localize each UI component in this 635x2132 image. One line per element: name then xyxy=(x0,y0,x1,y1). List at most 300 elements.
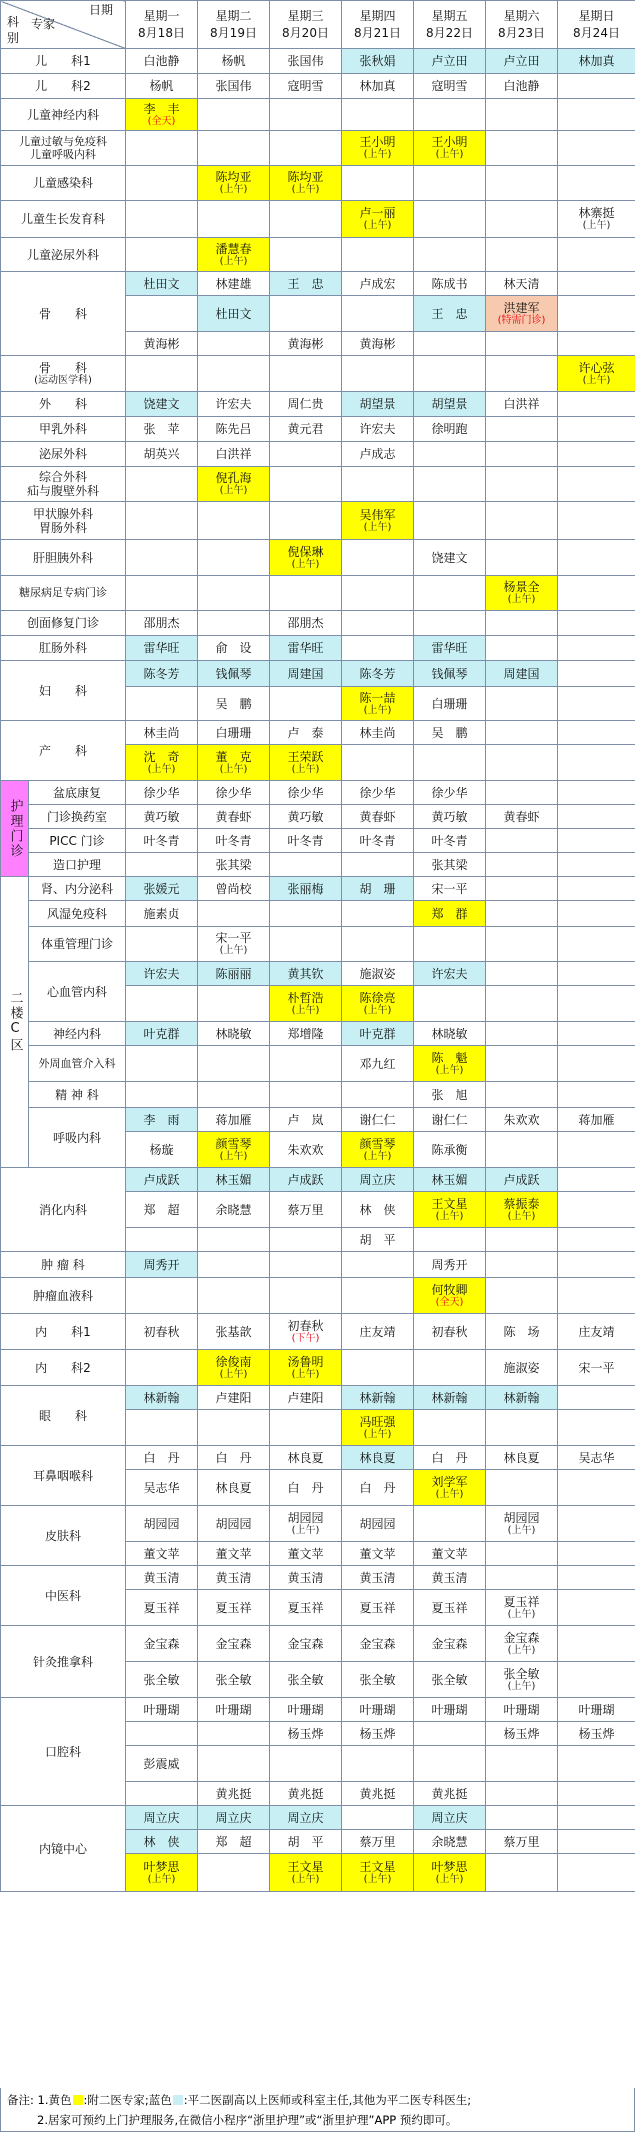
session-tag: (上午) xyxy=(219,945,248,956)
dept-name: 甲乳外科 xyxy=(1,417,126,442)
doctor-cell: 胡英兴 xyxy=(126,442,198,467)
doctor-cell xyxy=(486,576,558,611)
doctor-cell: 金宝森 xyxy=(126,1626,198,1662)
dept-name: 肛肠外科 xyxy=(1,636,126,661)
empty-cell xyxy=(486,927,558,962)
empty-cell xyxy=(558,721,635,745)
doctor-cell: 张其梁 xyxy=(414,853,486,877)
empty-cell xyxy=(558,74,635,99)
doctor-name: 宋一平 xyxy=(215,931,252,945)
dept-name: 造口护理 xyxy=(29,853,126,877)
doctor-cell: 徐少华 xyxy=(414,781,486,805)
dept-name-line: (运动医学科) xyxy=(34,374,92,386)
empty-cell xyxy=(414,1506,486,1542)
doctor-cell: 董文苹 xyxy=(414,1542,486,1566)
doctor-cell xyxy=(342,1410,414,1446)
session-tag: (上午) xyxy=(363,521,392,533)
doctor-cell: 雷华旺 xyxy=(270,636,342,661)
empty-cell xyxy=(198,99,270,131)
empty-cell xyxy=(558,1806,635,1830)
empty-cell xyxy=(414,502,486,540)
doctor-cell: 卢建阳 xyxy=(198,1386,270,1410)
row-pediatrics1 xyxy=(1,49,635,74)
doctor-cell xyxy=(342,1132,414,1168)
day-label: 星期二 xyxy=(215,8,252,23)
doctor-cell: 黄春虾 xyxy=(486,805,558,829)
doctor-cell: 郑增隆 xyxy=(270,1022,342,1046)
day-date: 8月20日 xyxy=(282,25,329,40)
empty-cell xyxy=(198,332,270,356)
doctor-name: 许心弦 xyxy=(578,360,615,375)
corner-dept-label-2: 别 xyxy=(7,31,20,45)
dept-name: 肝胆胰外科 xyxy=(1,540,126,576)
doctor-name: 董 克 xyxy=(215,749,252,764)
empty-cell xyxy=(198,1854,270,1892)
dept-name: 精 神 科 xyxy=(29,1082,126,1108)
dept-name-line: 儿童呼吸内科 xyxy=(30,148,96,161)
doctor-cell: 钱佩琴 xyxy=(198,661,270,687)
empty-cell xyxy=(558,392,635,417)
empty-cell xyxy=(414,238,486,272)
session-tag: (上午) xyxy=(147,1873,176,1885)
empty-cell xyxy=(198,1410,270,1446)
row-hernia xyxy=(1,467,635,502)
doctor-cell: 黄其钦 xyxy=(270,962,342,986)
doctor-cell xyxy=(558,356,635,392)
empty-cell xyxy=(126,986,198,1022)
doctor-cell: 林良夏 xyxy=(270,1446,342,1470)
dept-name: 儿童生长发育科 xyxy=(1,201,126,238)
doctor-cell: 初春秋 xyxy=(126,1314,198,1350)
empty-cell xyxy=(558,877,635,901)
doctor-cell: 庄友靖 xyxy=(558,1314,635,1350)
empty-cell xyxy=(270,502,342,540)
doctor-cell: 郑 群 xyxy=(414,901,486,927)
empty-cell xyxy=(270,853,342,877)
empty-cell xyxy=(270,687,342,721)
session-tag: (上午) xyxy=(291,558,320,570)
dept-name: 妇 科 xyxy=(1,661,126,721)
empty-cell xyxy=(342,99,414,131)
doctor-cell xyxy=(198,1350,270,1386)
doctor-cell: 黄春虾 xyxy=(198,805,270,829)
row-pediatrics2 xyxy=(1,74,635,99)
doctor-cell: 彭震威 xyxy=(126,1746,198,1782)
doctor-name: 颜雪琴 xyxy=(359,1136,396,1151)
doctor-cell: 卢立田 xyxy=(486,49,558,74)
session-tag: (上午) xyxy=(435,1210,464,1222)
doctor-cell: 叶珊瑚 xyxy=(270,1698,342,1722)
empty-cell xyxy=(414,1746,486,1782)
doctor-cell xyxy=(198,166,270,201)
empty-cell xyxy=(558,238,635,272)
dept-name: 针灸推拿科 xyxy=(1,1626,126,1698)
day-header xyxy=(486,1,558,49)
doctor-cell xyxy=(198,927,270,962)
doctor-cell: 林良夏 xyxy=(486,1446,558,1470)
empty-cell xyxy=(486,1046,558,1082)
empty-cell xyxy=(414,442,486,467)
doctor-cell: 周建国 xyxy=(486,661,558,687)
session-tag: (上午) xyxy=(582,220,611,231)
doctor-cell: 王 忠 xyxy=(270,272,342,296)
doctor-cell: 卢成跃 xyxy=(486,1168,558,1192)
row-neuro xyxy=(1,1022,635,1046)
row-dental xyxy=(1,1698,635,1722)
doctor-name: 蔡振泰 xyxy=(503,1196,540,1211)
doctor-cell: 寇明雪 xyxy=(414,74,486,99)
doctor-cell: 叶珊瑚 xyxy=(414,1698,486,1722)
doctor-cell: 许宏夫 xyxy=(198,392,270,417)
day-header xyxy=(198,1,270,49)
doctor-cell: 白洪祥 xyxy=(486,392,558,417)
dept-name: 消化内科 xyxy=(1,1168,126,1252)
session-tag: (上午) xyxy=(291,763,320,775)
doctor-cell: 胡园园 xyxy=(126,1506,198,1542)
doctor-cell: 庄友靖 xyxy=(342,1314,414,1350)
doctor-cell: 林 侠 xyxy=(126,1830,198,1854)
doctor-cell xyxy=(342,201,414,238)
session-tag: (上午) xyxy=(219,485,248,496)
empty-cell xyxy=(342,296,414,332)
doctor-cell: 蔡万里 xyxy=(486,1830,558,1854)
doctor-cell xyxy=(270,986,342,1022)
doctor-cell xyxy=(270,1314,342,1350)
empty-cell xyxy=(558,296,635,332)
doctor-cell: 黄巧敏 xyxy=(414,805,486,829)
empty-cell xyxy=(558,1590,635,1626)
doctor-name: 王文星 xyxy=(287,1859,324,1874)
empty-cell xyxy=(126,238,198,272)
empty-cell xyxy=(486,99,558,131)
doctor-cell: 林晓敏 xyxy=(198,1022,270,1046)
notes-text: :附二医专家;蓝色 xyxy=(83,2093,172,2107)
doctor-cell: 叶冬青 xyxy=(414,829,486,853)
doctor-cell: 白 丹 xyxy=(198,1446,270,1470)
day-label: 星期三 xyxy=(287,8,324,23)
doctor-cell: 叶珊瑚 xyxy=(126,1698,198,1722)
doctor-cell: 董文苹 xyxy=(126,1542,198,1566)
doctor-cell xyxy=(270,1854,342,1892)
session-tag: (特需门诊) xyxy=(497,314,546,326)
doctor-cell xyxy=(414,1192,486,1228)
session-tag: (上午) xyxy=(507,594,536,605)
doctor-cell: 白 丹 xyxy=(414,1446,486,1470)
doctor-cell: 吴 鹏 xyxy=(198,687,270,721)
empty-cell xyxy=(126,1046,198,1082)
empty-cell xyxy=(126,1278,198,1314)
doctor-cell: 叶珊瑚 xyxy=(558,1698,635,1722)
doctor-cell: 陈成书 xyxy=(414,272,486,296)
doctor-cell: 周立庆 xyxy=(342,1168,414,1192)
doctor-cell xyxy=(486,1662,558,1698)
doctor-cell: 邵朋杰 xyxy=(270,611,342,636)
empty-cell xyxy=(558,687,635,721)
empty-cell xyxy=(342,1278,414,1314)
empty-cell xyxy=(126,296,198,332)
row-surgery xyxy=(1,392,635,417)
doctor-cell: 张全敏 xyxy=(126,1662,198,1698)
dept-name: 外周血管介入科 xyxy=(29,1046,126,1082)
empty-cell xyxy=(558,781,635,805)
doctor-cell: 黄玉清 xyxy=(270,1566,342,1590)
doctor-name: 林寨挺 xyxy=(578,206,615,220)
doctor-cell: 周立庆 xyxy=(270,1806,342,1830)
doctor-cell: 夏玉祥 xyxy=(270,1590,342,1626)
session-tag: (上午) xyxy=(291,1368,320,1380)
dept-name-line: 甲状腺外科 xyxy=(32,506,93,521)
doctor-cell: 宋一平 xyxy=(558,1350,635,1386)
doctor-cell xyxy=(486,1626,558,1662)
empty-cell xyxy=(126,1410,198,1446)
empty-cell xyxy=(270,296,342,332)
empty-cell xyxy=(126,853,198,877)
doctor-cell: 胡 平 xyxy=(270,1830,342,1854)
doctor-cell: 胡园园 xyxy=(198,1506,270,1542)
doctor-cell: 胡 平 xyxy=(342,1228,414,1252)
doctor-cell: 白池静 xyxy=(126,49,198,74)
empty-cell xyxy=(342,1082,414,1108)
empty-cell xyxy=(198,1082,270,1108)
doctor-cell: 黄兆挺 xyxy=(342,1782,414,1806)
doctor-cell: 卢成跃 xyxy=(270,1168,342,1192)
doctor-cell: 金宝森 xyxy=(198,1626,270,1662)
doctor-name: 陈 魁 xyxy=(431,1050,468,1065)
doctor-cell: 徐少华 xyxy=(126,781,198,805)
empty-cell xyxy=(558,1830,635,1854)
empty-cell xyxy=(486,131,558,166)
empty-cell xyxy=(342,1350,414,1386)
doctor-cell: 黄海彬 xyxy=(126,332,198,356)
empty-cell xyxy=(486,1278,558,1314)
empty-cell xyxy=(198,1252,270,1278)
corner-expert-label: 专家 xyxy=(31,17,56,31)
empty-cell xyxy=(414,745,486,781)
doctor-cell: 余晓慧 xyxy=(414,1830,486,1854)
empty-cell xyxy=(558,611,635,636)
doctor-cell: 吴志华 xyxy=(126,1470,198,1506)
dept-name: 肿瘤血液科 xyxy=(1,1278,126,1314)
doctor-cell: 蒋加雁 xyxy=(558,1108,635,1132)
doctor-cell: 黄兆挺 xyxy=(270,1782,342,1806)
session-tag: (上午) xyxy=(582,374,611,386)
empty-cell xyxy=(486,238,558,272)
doctor-cell: 张其梁 xyxy=(198,853,270,877)
session-tag: (上午) xyxy=(363,704,392,716)
doctor-cell: 周秀开 xyxy=(414,1252,486,1278)
empty-cell xyxy=(198,576,270,611)
doctor-cell xyxy=(270,745,342,781)
doctor-cell: 雷华旺 xyxy=(126,636,198,661)
doctor-cell: 林玉媚 xyxy=(414,1168,486,1192)
empty-cell xyxy=(342,1806,414,1830)
doctor-cell: 林 侠 xyxy=(342,1192,414,1228)
empty-cell xyxy=(270,1252,342,1278)
row-thyroid xyxy=(1,502,635,540)
session-tag: (上午) xyxy=(291,1004,320,1016)
empty-cell xyxy=(342,611,414,636)
dept-name: 皮肤科 xyxy=(1,1506,126,1566)
doctor-cell: 俞 设 xyxy=(198,636,270,661)
dept-name-line: 骨 科 xyxy=(38,360,87,375)
doctor-cell: 白珊珊 xyxy=(414,687,486,721)
doctor-cell: 黄玉清 xyxy=(342,1566,414,1590)
session-tag: (上午) xyxy=(291,1524,320,1536)
session-tag: (上午) xyxy=(219,763,248,775)
row-sports-ortho xyxy=(1,356,635,392)
empty-cell xyxy=(126,927,198,962)
doctor-cell: 杜田文 xyxy=(126,272,198,296)
doctor-cell: 金宝森 xyxy=(342,1626,414,1662)
doctor-name: 冯旺强 xyxy=(359,1414,396,1429)
session-tag: (下午) xyxy=(291,1332,320,1344)
empty-cell xyxy=(486,1410,558,1446)
empty-cell xyxy=(270,131,342,166)
doctor-cell: 黄春虾 xyxy=(342,805,414,829)
doctor-cell: 郑 超 xyxy=(126,1192,198,1228)
empty-cell xyxy=(558,927,635,962)
doctor-cell: 吴志华 xyxy=(558,1446,635,1470)
header-row xyxy=(1,1,635,49)
doctor-cell xyxy=(198,238,270,272)
empty-cell xyxy=(558,502,635,540)
doctor-cell xyxy=(414,1046,486,1082)
empty-cell xyxy=(486,1746,558,1782)
empty-cell xyxy=(558,901,635,927)
doctor-cell: 夏玉祥 xyxy=(126,1590,198,1626)
empty-cell xyxy=(558,1046,635,1082)
day-label: 星期四 xyxy=(359,8,396,23)
empty-cell xyxy=(414,611,486,636)
doctor-cell xyxy=(198,745,270,781)
empty-cell xyxy=(126,502,198,540)
session-tag: (上午) xyxy=(363,1150,392,1162)
doctor-cell: 陈冬芳 xyxy=(126,661,198,687)
empty-cell xyxy=(270,1082,342,1108)
doctor-cell: 周立庆 xyxy=(198,1806,270,1830)
empty-cell xyxy=(558,1168,635,1192)
doctor-name: 王小明 xyxy=(359,135,396,149)
doctor-cell: 饶建文 xyxy=(126,392,198,417)
row-peds-uro xyxy=(1,238,635,272)
doctor-cell xyxy=(270,166,342,201)
empty-cell xyxy=(486,687,558,721)
doctor-cell: 林新翰 xyxy=(342,1386,414,1410)
doctor-cell: 林加真 xyxy=(558,49,635,74)
empty-cell xyxy=(270,1228,342,1252)
day-date: 8月18日 xyxy=(138,25,185,40)
dept-name: 内镜中心 xyxy=(1,1806,126,1892)
doctor-cell: 许宏夫 xyxy=(342,417,414,442)
day-header xyxy=(414,1,486,49)
doctor-name: 陈均亚 xyxy=(287,170,324,184)
doctor-cell: 张全敏 xyxy=(270,1662,342,1698)
session-tag: (上午) xyxy=(363,1428,392,1440)
doctor-cell: 林晓敏 xyxy=(414,1022,486,1046)
day-date: 8月23日 xyxy=(498,25,545,40)
doctor-cell: 饶建文 xyxy=(414,540,486,576)
doctor-cell: 施淑姿 xyxy=(342,962,414,986)
empty-cell xyxy=(270,238,342,272)
doctor-name: 朴哲浩 xyxy=(287,990,324,1005)
doctor-cell xyxy=(342,687,414,721)
row-derm xyxy=(1,1506,635,1542)
doctor-cell: 白 丹 xyxy=(342,1470,414,1506)
doctor-name: 刘学军 xyxy=(431,1474,468,1489)
doctor-name: 王文星 xyxy=(359,1859,396,1874)
doctor-cell: 朱欢欢 xyxy=(486,1108,558,1132)
session-tag: (全天) xyxy=(435,1296,464,1308)
empty-cell xyxy=(126,1782,198,1806)
doctor-name: 王荣跃 xyxy=(287,749,324,764)
empty-cell xyxy=(486,611,558,636)
doctor-cell: 邵朋杰 xyxy=(126,611,198,636)
empty-cell xyxy=(126,356,198,392)
empty-cell xyxy=(486,829,558,853)
row-tcm xyxy=(1,1566,635,1590)
doctor-name: 王文星 xyxy=(431,1196,468,1211)
doctor-cell: 杨玉烨 xyxy=(486,1722,558,1746)
dept-name-line: 儿童过敏与免疫科 xyxy=(19,135,107,148)
day-label: 星期日 xyxy=(578,8,615,23)
empty-cell xyxy=(558,1410,635,1446)
dept-name xyxy=(1,502,126,540)
dept-name: 口腔科 xyxy=(1,1698,126,1806)
session-tag: (上午) xyxy=(219,1368,248,1380)
empty-cell xyxy=(342,853,414,877)
empty-cell xyxy=(270,442,342,467)
doctor-name: 胡园园 xyxy=(287,1510,324,1525)
dept-name: 神经内科 xyxy=(29,1022,126,1046)
doctor-name: 徐俊南 xyxy=(215,1354,252,1369)
doctor-cell: 徐明跑 xyxy=(414,417,486,442)
empty-cell xyxy=(486,877,558,901)
doctor-cell: 黄海彬 xyxy=(270,332,342,356)
doctor-cell: 张国伟 xyxy=(270,49,342,74)
session-tag: (上午) xyxy=(435,149,464,160)
empty-cell xyxy=(126,1722,198,1746)
row-wound xyxy=(1,611,635,636)
dept-name: 儿童感染科 xyxy=(1,166,126,201)
empty-cell xyxy=(198,131,270,166)
empty-cell xyxy=(486,1252,558,1278)
empty-cell xyxy=(486,442,558,467)
empty-cell xyxy=(198,986,270,1022)
doctor-cell: 王 忠 xyxy=(414,296,486,332)
empty-cell xyxy=(126,131,198,166)
empty-cell xyxy=(126,540,198,576)
day-date: 8月22日 xyxy=(426,25,473,40)
group-floor2-zone-c: 二楼C区 xyxy=(1,877,29,1168)
doctor-cell: 余晓慧 xyxy=(198,1192,270,1228)
row-kidney-endo xyxy=(1,877,635,901)
doctor-cell: 邓九红 xyxy=(342,1046,414,1082)
doctor-cell: 卢 岚 xyxy=(270,1108,342,1132)
doctor-cell: 卢建阳 xyxy=(270,1386,342,1410)
day-date: 8月19日 xyxy=(210,25,257,40)
doctor-cell: 胡望景 xyxy=(414,392,486,417)
doctor-name: 汤鲁明 xyxy=(287,1354,324,1369)
empty-cell xyxy=(558,417,635,442)
doctor-cell: 杜田文 xyxy=(198,296,270,332)
row-rheum xyxy=(1,901,635,927)
doctor-cell: 张全敏 xyxy=(414,1662,486,1698)
row-pelvic xyxy=(1,781,635,805)
row-eye xyxy=(1,1386,635,1410)
doctor-cell: 叶珊瑚 xyxy=(486,1698,558,1722)
dept-name: 耳鼻咽喉科 xyxy=(1,1446,126,1506)
dept-name: 外 科 xyxy=(1,392,126,417)
